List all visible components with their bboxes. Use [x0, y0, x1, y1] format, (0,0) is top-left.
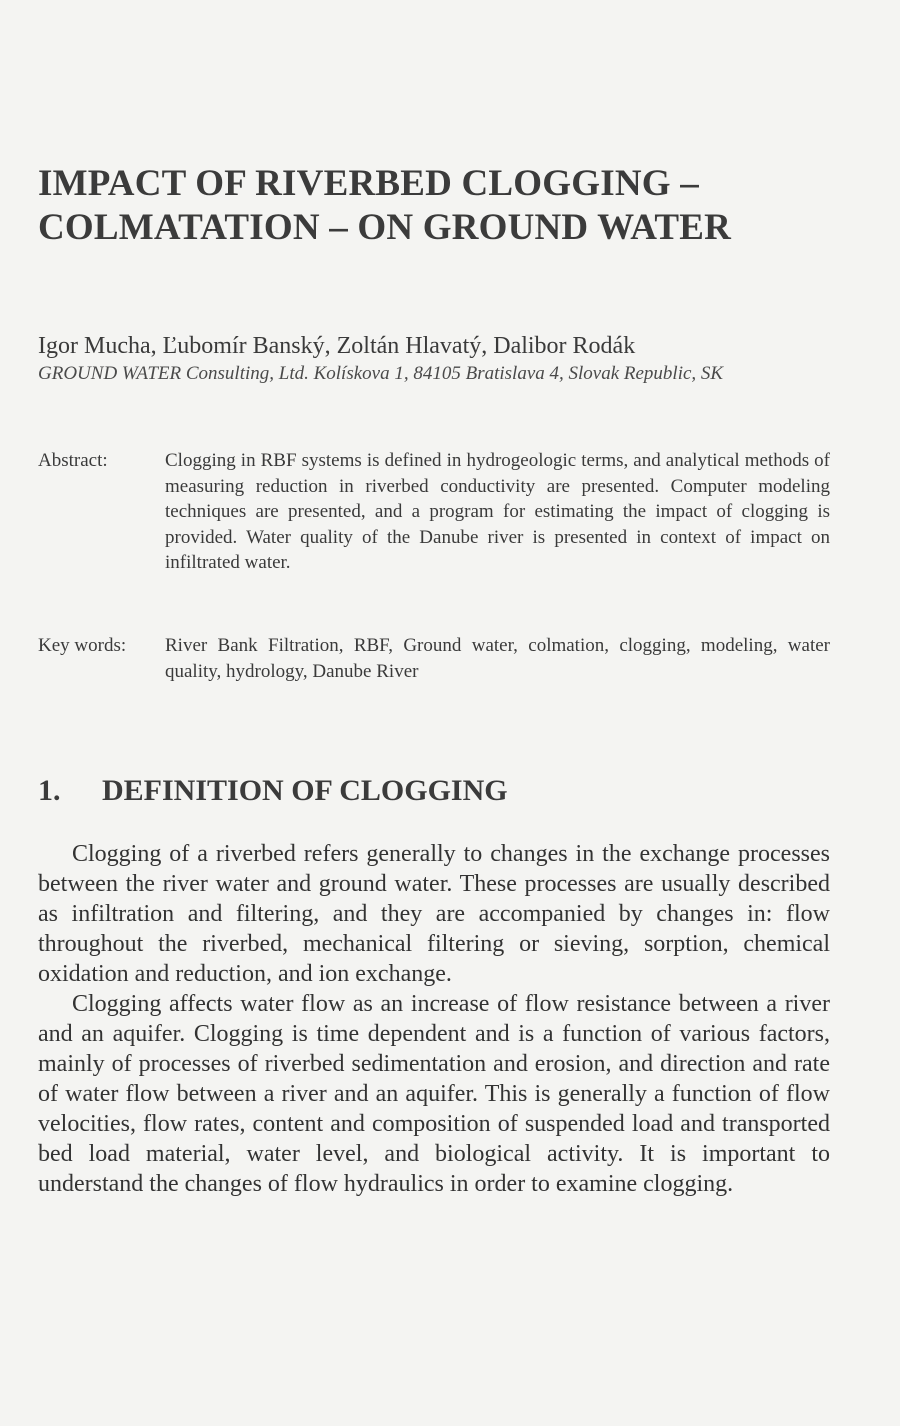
paper-title [38, 162, 858, 250]
author-list: Igor Mucha, Ľubomír Banský, Zoltán Hlavatý, Dalibor Rodák [38, 333, 636, 359]
section-body [38, 839, 830, 1199]
paper-title-line-1: IMPACT OF RIVERBED CLOGGING – [38, 163, 699, 204]
section-title: DEFINITION OF CLOGGING [102, 774, 508, 807]
section-number: 1. [38, 774, 61, 807]
author-affiliation: GROUND WATER Consulting, Ltd. Kolískova 1, 84105 Bratislava 4, Slovak Republic, SK [38, 363, 724, 384]
section-heading [38, 772, 508, 810]
abstract-text: Clogging in RBF systems is defined in hydrogeologic terms, and analytical methods of measuring reduction in riverbed conductivity are presented. Computer modeling techniques are presented, and a program for estimating the impact of clogging is provided. Water quality of the Danube river is presented in context of impact on infiltrated water. [165, 450, 830, 573]
paper-title-line-2: COLMATATION – ON GROUND WATER [38, 207, 732, 248]
keywords-label: Key words: [38, 635, 127, 656]
body-paragraph: Clogging of a riverbed refers generally to changes in the exchange processes between the river water and ground water. These processes are usually described as infiltration and filtering, and they are accompanied by changes in: flow throughout the riverbed, mechanical filtering or sieving, sorption, chemical oxidation and reduction, and ion exchange. [38, 841, 830, 987]
body-paragraph: Clogging affects water flow as an increase of flow resistance between a river and an aquifer. Clogging is time dependent and is a function of various factors, mainly of processes of riverbed sedimentation and erosion, and direction and rate of water flow between a river and an aquifer. This is generally a function of flow velocities, flow rates, content and composition of suspended load and transported bed load material, water level, and biological activity. It is important to understand the changes of flow hydraulics in order to examine clogging. [38, 991, 830, 1197]
keywords-text: River Bank Filtration, RBF, Ground water, colmation, clogging, modeling, water quality, hydrology, Danube River [165, 635, 830, 682]
abstract-label: Abstract: [38, 450, 108, 471]
